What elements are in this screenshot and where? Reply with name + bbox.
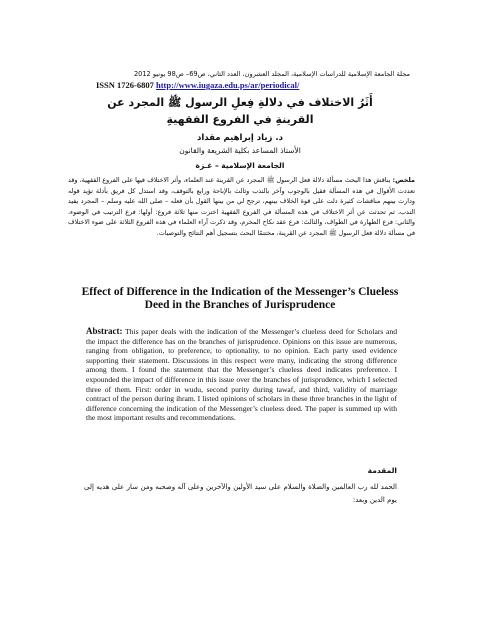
author-position: الأستاذ المساعد بكلية الشريعة والقانون (179, 146, 301, 155)
arabic-abstract-text: يناقش هذا البحث مسألة دلالة فعل الرسول ﷺ المجرد عن القرينة عند العلماء، وأثر الاختلاف فيها على الفروع الفقهية، وقد تعددت الأقوال في هذه المسألة فقيل بالوجوب وآخر بالندب وثالث بالإباحة ورابع بالتوقف، وقد استدل كل فريق بأدلة تؤيد قوله ودارت بينهم مناقشات كثيرة دلت على قوة الخلاف بينهم، ترجح لي من بينها القول بأن فعله – صلى الله عليه وسلم – المجرد يفيد الندب، ثم تحدثت عن أثر الاختلاف في هذه المسألة في الفروع الفقهية اخترت منها ثلاثة فروع: أولها: فرع الترتيب في الوضوء، والثاني: فرع الطهارة في الطواف، والثالث: فرع عقد نكاح المحرم، وقد ذكرت آراء العلماء في هذه الفروع الثلاثة على ضوء الاختلاف في مسألة دلالة فعل الرسول ﷺ المجرد عن القرينة، مختتمًا البحث بتسجيل أهم النتائج والتوصيات. (68, 176, 415, 237)
author-university: الجامعة الإسلامية – غـزة (195, 161, 285, 170)
journal-url-link[interactable]: http://www.iugaza.edu.ps/ar/periodical/ (155, 80, 300, 90)
arabic-abstract-label: ملخص: (392, 176, 415, 184)
english-abstract-text: This paper deals with the indication of the Messenger’s clueless deed for Scholars and the impact the difference has on the branches of jurisprudence. Opinions on this issue are numerous, ranging from obligation, to preference, to optionality, to no opinion. Each party used evidence supporting their statement. Discussions in this respect were many, indicating the strong difference among them. I found the statement that the Messenger’s clueless deed indicates preference. I expounded the impact of difference in this issue over the branches of jurisprudence, which I selected three of them. First: order in wudu, second purity during tawaf, and third, validity of marriage contract of the person during ihram. I listed opinions of scholars in these three branches in the light of difference concerning the indication of the Messenger’s clueless deed. The paper is summed up with the most important results and recommendations. (86, 327, 397, 423)
issn-line (96, 80, 360, 91)
arabic-title: أَثَرُ الاختلاف في دلالةِ فِعلِ الرسول ﷺ المجرد عن القرينةِ في الفروع الفقهيةِ (107, 96, 373, 126)
journal-header (70, 70, 410, 79)
journal-line: مجلة الجامعة الإسلامية للدراسات الإسلامية، المجلد العشرون، العدد الثاني، ص69– ص98 يونيو 2012 (133, 70, 410, 78)
introduction-text: الحمد لله رب العالمين والصلاة والسلام على سيد الأولين والآخرين وعلى آله وصحبه ومن سار على هديه إلى يوم الدين وبعد: (84, 483, 397, 504)
author-name: د. زياد إبراهيم مقداد (196, 133, 283, 143)
english-title: Effect of Difference in the Indication of the Messenger’s Clueless Deed in the Branches of Jurisprudence (81, 286, 399, 311)
introduction-heading: المقدمة (367, 466, 397, 475)
english-abstract-label: Abstract: (86, 326, 123, 336)
issn-number: ISSN 1726-6807 (96, 80, 154, 90)
english-abstract (86, 327, 397, 423)
arabic-abstract (68, 175, 415, 238)
